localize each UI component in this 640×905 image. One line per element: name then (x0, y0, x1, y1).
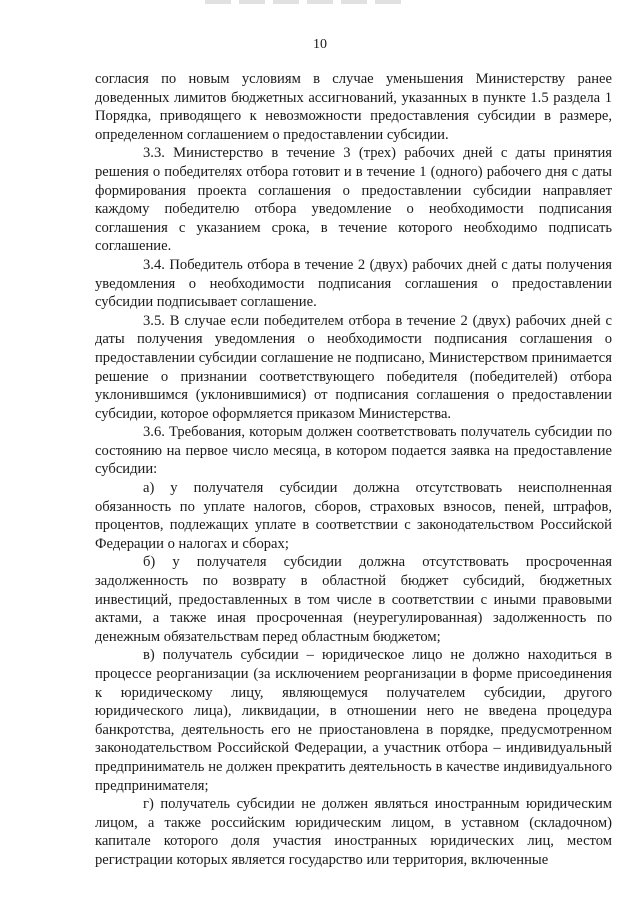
page-number: 10 (313, 37, 327, 52)
paragraph-item-g: г) получатель субсидии не должен являться иностранным юридическим лицом, а также российским юридическим лицом, в уставном (складочном) капитале которого доля участия иностранных юридических лиц, местом регистрации которых является государство или территория, включенные (95, 796, 612, 868)
document-body (95, 70, 612, 870)
paragraph-3-4: 3.4. Победитель отбора в течение 2 (двух) рабочих дней с даты получения уведомления о необходимости подписания соглашения о предоставлении субсидии подписывает соглашение. (95, 256, 612, 311)
scan-artifact (205, 0, 405, 4)
paragraph-item-b: б) у получателя субсидии должна отсутствовать просроченная задолженность по возврату в областной бюджет субсидий, бюджетных инвестиций, предоставленных в том числе в соответствии с иными правовыми актами, а также иная просроченная (неурегулированная) задолженность по денежным обязательствам перед областным бюджетом; (95, 554, 612, 645)
paragraph-item-v: в) получатель субсидии – юридическое лицо не должно находиться в процессе реорганизации (за исключением реорганизации в форме присоединения к юридическому лицу, являющемуся получателем субсидии, другого юридического лица), ликвидации, в отношении него не введена процедура банкротства, деятельность его не приостановлена в порядке, предусмотренном законодательством Российской Федерации, а участник отбора – индивидуальный предприниматель не должен прекратить деятельность в качестве индивидуального предпринимателя; (95, 647, 612, 794)
paragraph-continuation: согласия по новым условиям в случае уменьшения Министерству ранее доведенных лимитов бюджетных ассигнований, указанных в пункте 1.5 раздела 1 Порядка, приводящего к невозможности предоставления субсидии в размере, определенном соглашением о предоставлении субсидии. (95, 71, 612, 143)
paragraph-3-6: 3.6. Требования, которым должен соответствовать получатель субсидии по состоянию на первое число месяца, в котором подается заявка на предоставление субсидии: (95, 424, 612, 478)
paragraph-item-a: а) у получателя субсидии должна отсутствовать неисполненная обязанность по уплате налогов, сборов, страховых взносов, пеней, штрафов, процентов, подлежащих уплате в соответствии с законодательством Российской Федерации о налогах и сборах; (95, 480, 612, 552)
paragraph-3-3: 3.3. Министерство в течение 3 (трех) рабочих дней с даты принятия решения о победителях отбора готовит и в течение 1 (одного) рабочего дня с даты формирования проекта соглашения о предоставлении субсидии направляет каждому победителю отбора уведомление о необходимости подписания соглашения с указанием срока, в течение которого необходимо подписать соглашение. (95, 145, 612, 255)
paragraph-3-5: 3.5. В случае если победителем отбора в течение 2 (двух) рабочих дней с даты получения уведомления о необходимости подписания соглашения о предоставлении субсидии соглашение не подписано, Министерством принимается решение о признании соответствующего победителя (победителей) отбора уклонившимся (уклонившимися) от подписания соглашения о предоставлении субсидии, которое оформляется приказом Министерства. (95, 312, 612, 422)
